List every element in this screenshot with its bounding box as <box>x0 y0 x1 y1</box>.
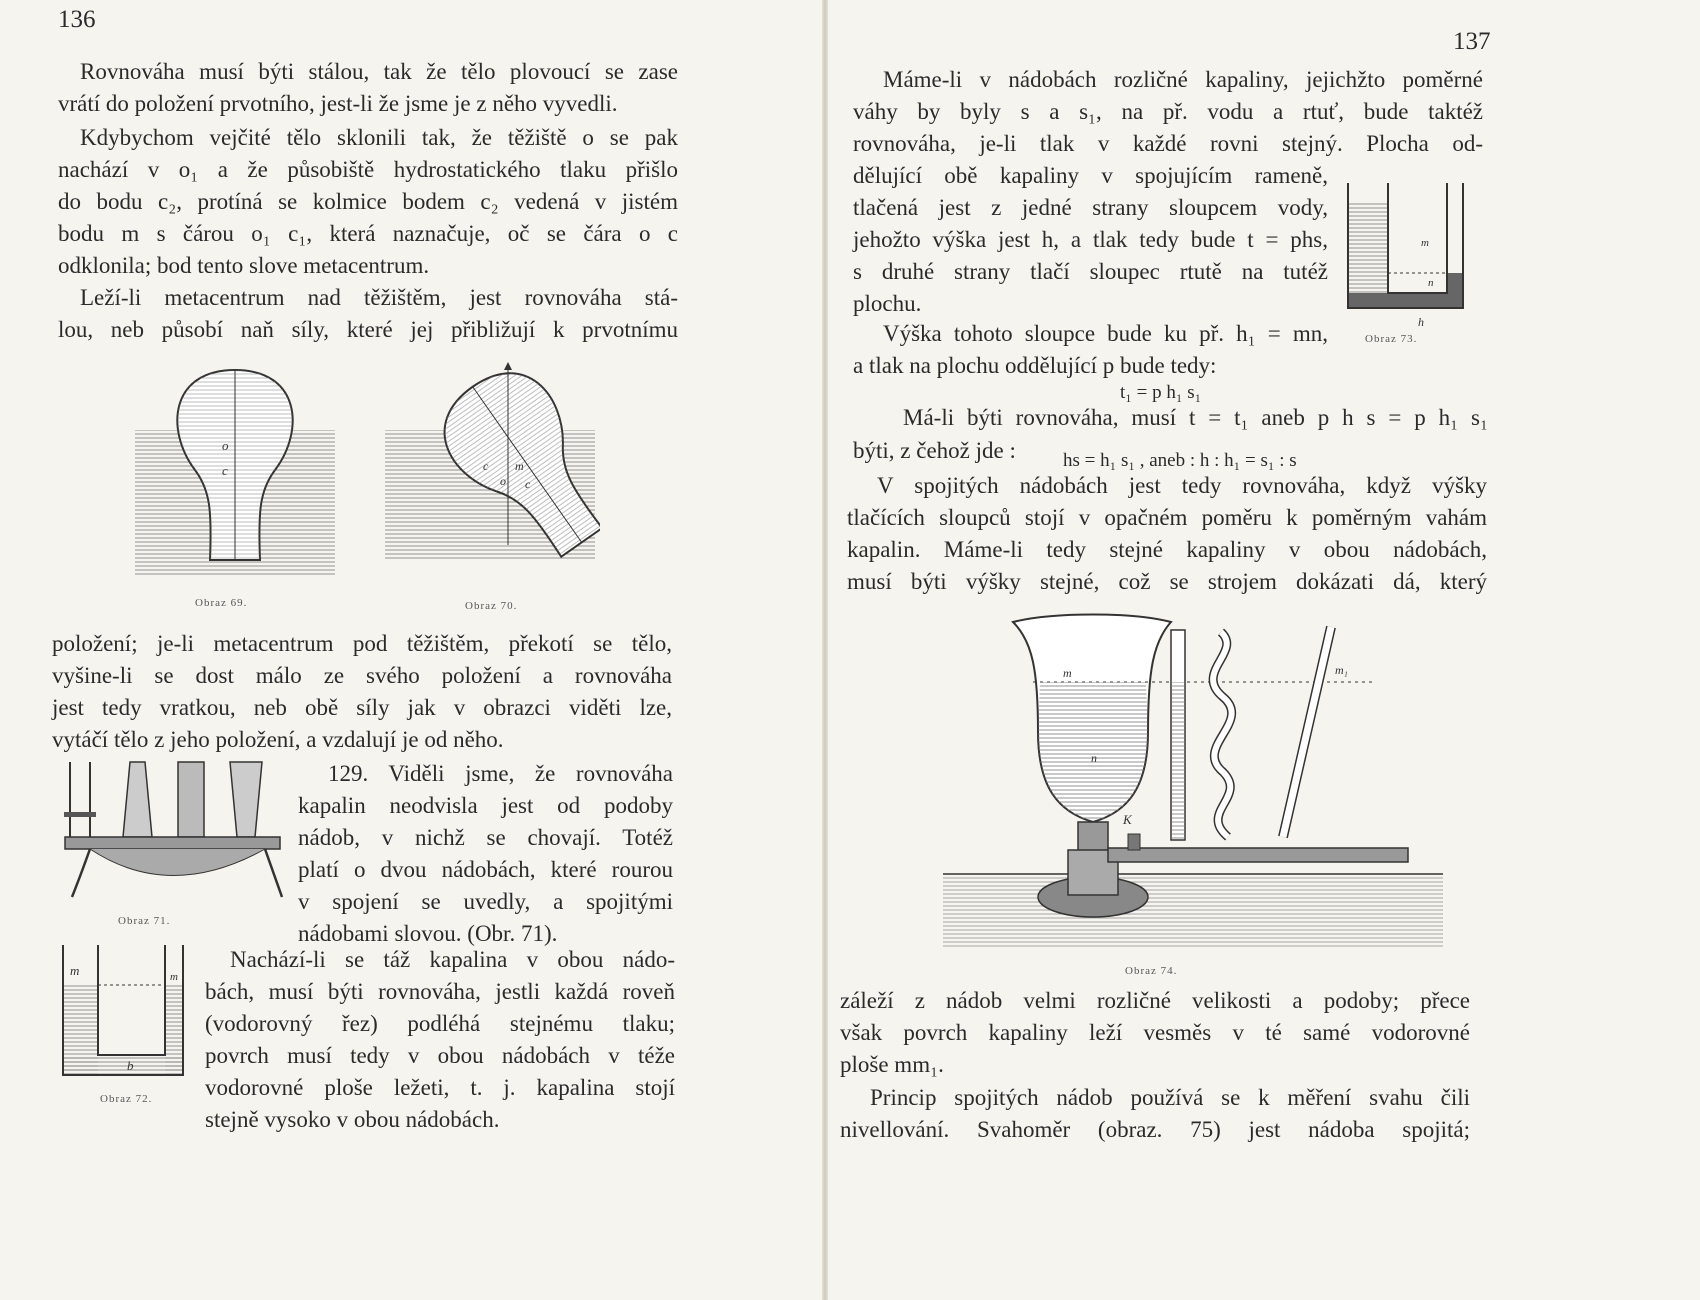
formula-t1: t₁ = p h₁ s₁ <box>1120 382 1202 403</box>
label-m: m <box>70 963 80 978</box>
text-line: nádob, v nichž se chovají. Totéž <box>298 825 673 850</box>
text-line: nachází v o₁ a že působiště hydrostatického tlaku přišlo <box>58 157 678 182</box>
caption-obraz-73: Obraz 73. <box>1365 333 1418 345</box>
text-line: V spojitých nádobách jest tedy rovnováha, když výšky <box>877 473 1487 498</box>
figure-71-connected-vessels <box>50 752 290 907</box>
label-b: b <box>127 1058 134 1073</box>
text-line: s druhé strany tlačí sloupec rtutě na tutéž <box>853 259 1328 284</box>
paragraph-leveling-principle <box>840 1082 1470 1146</box>
label-o: o <box>500 474 506 488</box>
text-line: plochu. <box>853 291 922 316</box>
figure-69-floating-body <box>130 360 340 590</box>
caption-obraz-69: Obraz 69. <box>195 597 248 609</box>
text-line: rovnováha, je-li tlak v každé rovni stejný. Plocha od- <box>853 131 1483 156</box>
text-line: vrátí do položení prvotního, jest-li že jsme je z něho vyvedli. <box>58 91 618 116</box>
label-m1: m₁ <box>1335 663 1348 677</box>
label-m: m <box>170 971 178 983</box>
page-number: 137 <box>1453 28 1491 55</box>
text-line: jest tedy vratkou, neb obě síly jak v obrazci viděti lze, <box>52 695 672 720</box>
formula-ratio: hs = h₁ s₁ , aneb : h : h₁ = s₁ : s <box>1063 450 1297 471</box>
text-line: kapalin neodvisla jest od podoby <box>298 793 673 818</box>
text-line: bách, musí býti rovnováha, jestli každá roveň <box>205 979 675 1004</box>
text-line: Rovnováha musí býti stálou, tak že tělo plovoucí se zase <box>80 59 678 84</box>
text-line: vytáčí tělo z jeho položení, a vzdalují je od něho. <box>52 727 504 752</box>
caption-obraz-74: Obraz 74. <box>1125 965 1178 977</box>
text-line: vodorovné ploše ležeti, t. j. kapalina stojí <box>205 1075 675 1100</box>
text-line: býti, z čehož jde : <box>853 438 1016 463</box>
text-line: dělující obě kapaliny v spojujícím rameně, <box>853 163 1328 188</box>
left-page <box>0 0 820 1300</box>
label-m: m <box>1421 237 1429 249</box>
figure-74-vessels-apparatus <box>943 612 1443 952</box>
page-number: 136 <box>58 6 96 33</box>
text-line: nivellování. Svahoměr (obraz. 75) jest nádoba spojitá; <box>840 1117 1470 1142</box>
label-c: c <box>525 477 531 491</box>
text-line: tlačících sloupců stojí v opačném poměru k poměrným vahám <box>847 505 1487 530</box>
text-line: povrch musí tedy v obou nádobách v téže <box>205 1043 675 1068</box>
label-n: n <box>1428 277 1434 289</box>
caption-obraz-71: Obraz 71. <box>118 915 171 927</box>
paragraph-stability <box>58 56 678 120</box>
label-m: m <box>1063 666 1072 680</box>
caption-obraz-72: Obraz 72. <box>100 1093 153 1105</box>
text-line: musí býti výšky stejné, což se strojem dokázati dá, který <box>847 569 1487 594</box>
paragraph-surface-level <box>840 985 1470 1081</box>
paragraph-separating-surface <box>853 160 1328 320</box>
label-c: c <box>483 459 489 473</box>
text-line: nádobami slovou. (Obr. 71). <box>298 921 558 946</box>
text-line: stejně vysoko v obou nádobách. <box>205 1107 500 1132</box>
text-line: Kdybychom vejčité tělo sklonili tak, že těžiště o se pak <box>80 125 678 150</box>
label-k: K <box>1123 812 1132 827</box>
text-line: Leží-li metacentrum nad těžištěm, jest rovnováha stá- <box>80 285 678 310</box>
book-gutter <box>822 0 828 1300</box>
label-m: m <box>515 459 524 473</box>
text-line: Výška tohoto sloupce bude ku př. h₁ = mn, <box>883 321 1328 346</box>
text-line: Nachází-li se táž kapalina v obou nádo- <box>230 947 675 972</box>
text-line: lou, neb působí naň síly, které jej přibližují k prvotnímu <box>58 317 678 342</box>
paragraph-inverse-ratio <box>847 470 1487 598</box>
text-line: jehožto výška jest h, a tlak tedy bude t = phs, <box>853 227 1328 252</box>
text-line: do bodu c₂, protíná se kolmice bodem c₂ vedená v jistém <box>58 189 678 214</box>
text-line: (vodorovný řez) podléhá stejnému tlaku; <box>205 1011 675 1036</box>
paragraph-same-liquid <box>205 944 675 1136</box>
paragraph-mercury-height <box>853 318 1328 382</box>
text-line: tlačená jest z jedné strany sloupcem vody, <box>853 195 1328 220</box>
label-h: h <box>1418 315 1424 328</box>
text-line: platí o dvou nádobách, které rourou <box>298 857 673 882</box>
text-line: a tlak na plochu oddělující p bude tedy: <box>853 353 1217 378</box>
text-line: bodu m s čárou o₁ c₁, která naznačuje, oč se čára o c <box>58 221 678 246</box>
text-line: váhy by byly s a s₁, na př. vodu a rtuť, bude taktéž <box>853 99 1483 124</box>
label-o: o <box>222 438 229 453</box>
text-line: v spojení se uvedly, a spojitými <box>298 889 673 914</box>
right-page <box>835 0 1700 1300</box>
text-line: odklonila; bod tento slove metacentrum. <box>58 253 430 278</box>
paragraph-equilibrium-condition <box>853 402 1488 434</box>
paragraph-metacentrum <box>58 122 678 282</box>
figure-73-u-tube-mercury <box>1343 178 1478 328</box>
text-line: ploše mm₁. <box>840 1052 944 1077</box>
label-n: n <box>1091 751 1097 765</box>
paragraph-different-liquids <box>853 64 1483 160</box>
text-line: položení; je-li metacentrum pod těžištěm, překotí se tělo, <box>52 631 672 656</box>
text-line: záleží z nádob velmi rozličné velikosti a podoby; přece <box>840 988 1470 1013</box>
text-line: 129. Viděli jsme, že rovnováha <box>328 761 673 786</box>
paragraph-metacentrum-above <box>58 282 678 346</box>
paragraph-result-lead <box>853 435 1016 467</box>
caption-obraz-70: Obraz 70. <box>465 600 518 612</box>
paragraph-129-connected-vessels <box>298 758 673 950</box>
text-line: Máme-li v nádobách rozličné kapaliny, jejichžto poměrné <box>883 67 1483 92</box>
text-line: Má-li býti rovnováha, musí t = t₁ aneb p h s = p h₁ s₁ <box>903 405 1488 430</box>
text-line: vyšine-li se dost málo ze svého položení a rovnováha <box>52 663 672 688</box>
paragraph-metacentrum-below <box>52 628 672 756</box>
text-line: kapalin. Máme-li tedy stejné kapaliny v obou nádobách, <box>847 537 1487 562</box>
text-line: však povrch kapaliny leží vesměs v té samé vodorovné <box>840 1020 1470 1045</box>
text-line: Princip spojitých nádob používá se k měření svahu čili <box>870 1085 1470 1110</box>
figure-70-tilted-body <box>380 360 600 590</box>
label-c: c <box>222 463 228 478</box>
figure-72-u-tube <box>55 940 190 1090</box>
